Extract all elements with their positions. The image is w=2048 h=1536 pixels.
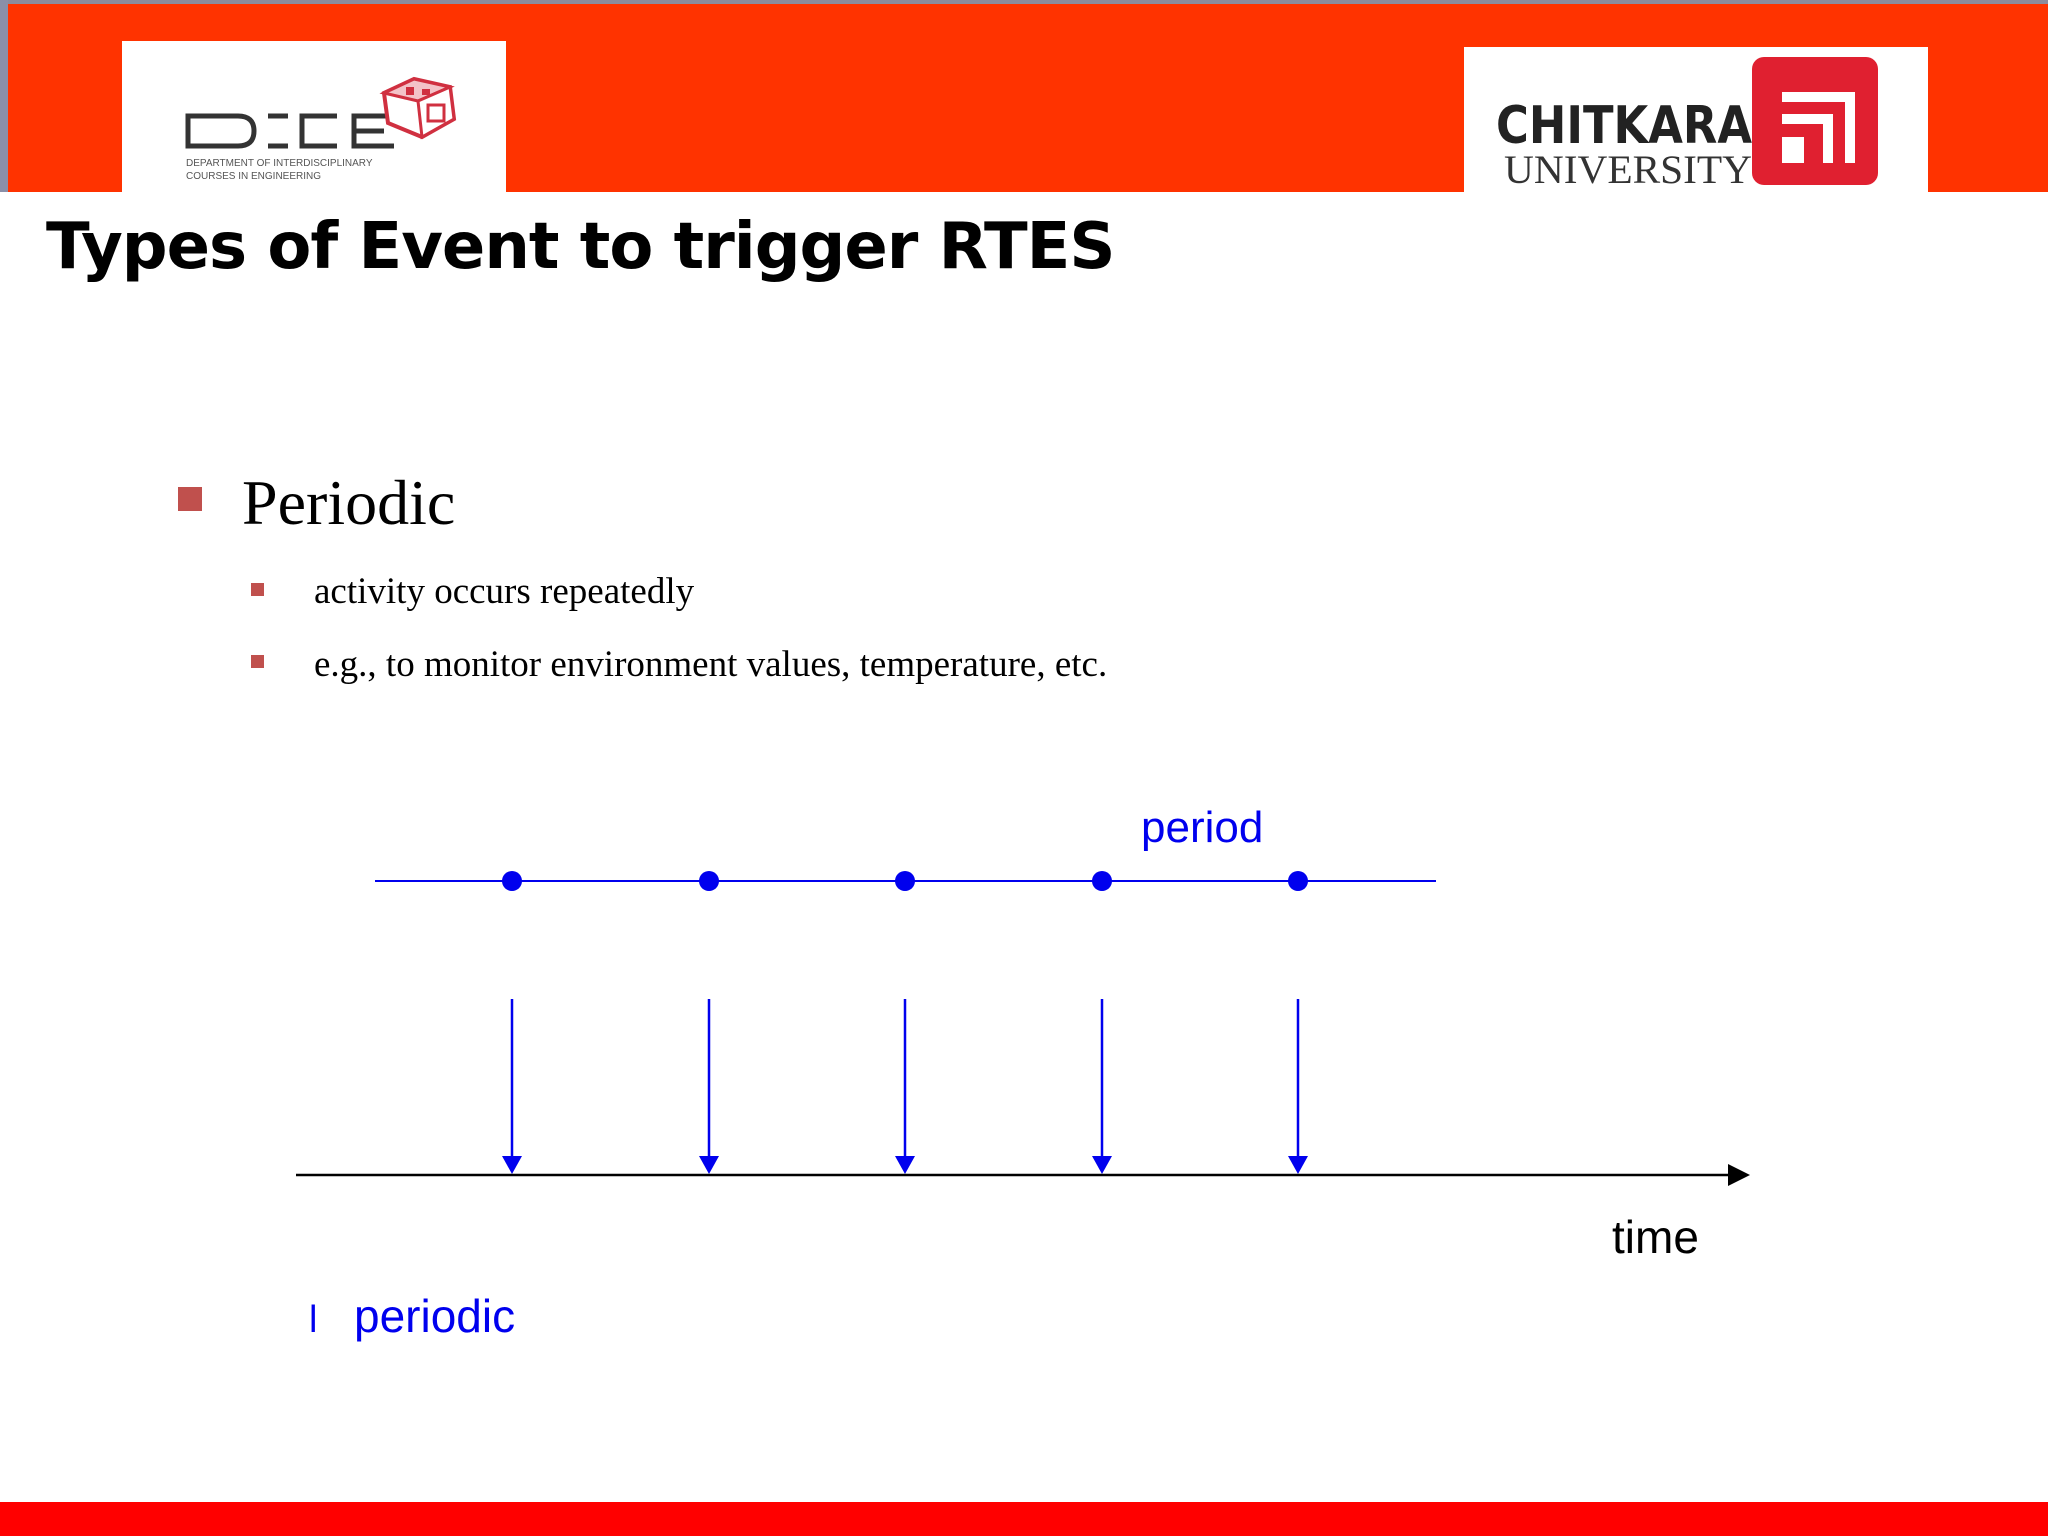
arrow-head-icon (1092, 1156, 1112, 1174)
arrow-head-icon (502, 1156, 522, 1174)
bullet-periodic: Periodic (242, 467, 456, 538)
sub-bullet-example: e.g., to monitor environment values, temperature, etc. (314, 644, 1108, 685)
period-label: period (1141, 803, 1264, 852)
arrow-head-icon (895, 1156, 915, 1174)
periodic-caption: periodic (354, 1290, 516, 1342)
arrow-head-icon (699, 1156, 719, 1174)
university-wordmark: UNIVERSITY (1504, 147, 1752, 192)
event-dot (502, 871, 522, 891)
chitkara-wordmark: CHITKARA (1496, 96, 1752, 156)
caption-marker: l (309, 1299, 318, 1341)
slide-title: Types of Event to trigger RTES (46, 210, 1115, 284)
time-axis-arrow-icon (1728, 1164, 1750, 1186)
dice-tagline-1: DEPARTMENT OF INTERDISCIPLINARY (186, 158, 373, 169)
event-dot (1288, 871, 1308, 891)
footer-band (0, 1502, 2048, 1536)
arrow-head-icon (1288, 1156, 1308, 1174)
event-dot (895, 871, 915, 891)
event-dot (699, 871, 719, 891)
event-arrows (502, 999, 1308, 1174)
dice-tagline-2: COURSES IN ENGINEERING (186, 171, 322, 182)
event-dot (1092, 871, 1112, 891)
sub-bullet-activity: activity occurs repeatedly (314, 571, 695, 612)
time-label: time (1612, 1211, 1699, 1263)
